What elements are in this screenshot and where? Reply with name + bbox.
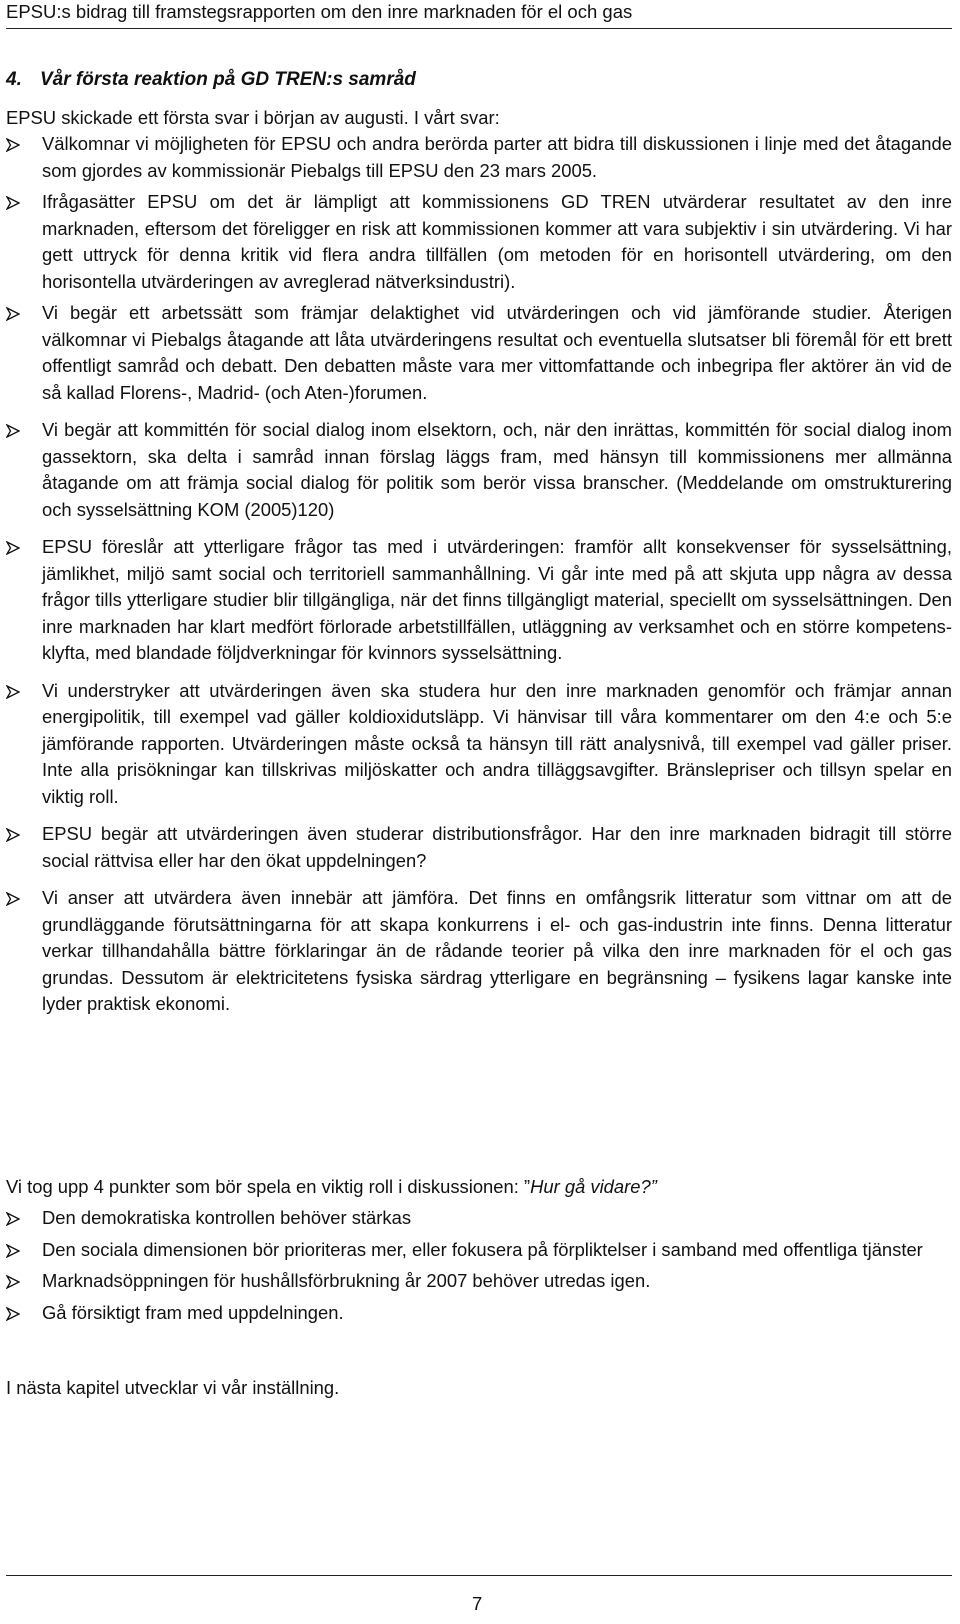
arrowhead-bullet-icon: [6, 138, 20, 152]
list-item: [6, 885, 952, 1018]
list-item: [6, 131, 952, 184]
section-number: 4.: [6, 69, 22, 90]
list-item: [6, 821, 952, 874]
list-item-text: Den sociala dimensionen bör prioriteras mer, eller fokusera på förpliktelser i samband med offentliga tjänster: [42, 1238, 923, 1260]
closing-paragraph: I nästa kapitel utvecklar vi vår inställning.: [6, 1377, 340, 1398]
list-item: [6, 534, 952, 667]
list-item: [6, 1205, 952, 1232]
arrowhead-bullet-icon: [6, 1212, 20, 1226]
arrowhead-bullet-icon: [6, 1307, 20, 1321]
discussion-intro: [6, 1174, 952, 1201]
arrowhead-bullet-icon: [6, 1275, 20, 1289]
arrowhead-bullet-icon: [6, 307, 20, 321]
running-header: EPSU:s bidrag till framstegsrapporten om den inre marknaden för el och gas: [6, 1, 633, 22]
arrowhead-bullet-icon: [6, 1244, 20, 1258]
list-item-text: EPSU föreslår att ytterligare frågor tas med i utvärderingen: framför allt konsekvenser för sysselsättning, jämlikhet, miljö samt social och territoriell sammanhållning. Vi går inte med på att skjuta upp några av dessa frågor tills ytterligare studier blir tillgängliga, när det finns tillgängligt material, speciellt om sysselsättningen. Den inre marknaden har klart medfört förlorade arbetstillfällen, utläggning av verksamhet och en större kompetens-klyfta, med blandade följdverkningar för kvinnors sysselsättning.: [42, 536, 952, 663]
list-item: [6, 300, 952, 406]
list-item-text: Den demokratiska kontrollen behöver stärkas: [42, 1207, 412, 1228]
arrowhead-bullet-icon: [6, 424, 20, 438]
arrowhead-bullet-icon: [6, 541, 20, 555]
list-item-text: Vi begär att kommittén för social dialog inom elsektorn, och, när den inrättas, kommittén för social dialog inom gassektorn, ska delta i samråd innan förslag läggs fram, med hänsyn till kommissionens mer allmänna åtagande om att främja social dialog för politik som berör vissa branscher. (Meddelande om omstrukturering och sysselsättning KOM (2005)120): [42, 419, 952, 520]
list-item-text: Vi anser att utvärdera även innebär att jämföra. Det finns en omfångsrik litteratur som vittnar om att de grundläggande förutsättningarna för att skapa konkurrens i el- och gas-industrin inte finns. Denna litteratur verkar tillhandahålla bättre förklaringar än de rådande teorier på vilka den inre marknaden för el och gas grundas. Dessutom är elektricitetens fysiska särdrag ytterligare en begränsning – fysikens lagar kanske inte lyder praktisk ekonomi.: [42, 887, 952, 1014]
arrowhead-bullet-icon: [6, 685, 20, 699]
arrowhead-bullet-icon: [6, 892, 20, 906]
list-item-text: Vi understryker att utvärderingen även ska studera hur den inre marknaden genomför och främjar annan energipolitik, till exempel vad gäller koldioxidutsläpp. Vi hänvisar till våra kommentarer om den 4:e och 5:e jämförande rapporten. Utvärderingen måste också ta hänsyn till rätt analysnivå, till exempel vad gäller priser. Inte alla prisökningar kan tillskrivas miljöskatter och andra tilläggsavgifter. Bränslepriser och tillsyn spelar en viktig roll.: [42, 679, 952, 807]
list-item-text: Marknadsöppningen för hushållsförbrukning år 2007 behöver utredas igen.: [42, 1270, 651, 1291]
list-item-text: EPSU begär att utvärderingen även studerar distributionsfrågor. Har den inre marknaden bidragit till större social rättvisa eller har den ökat uppdelningen?: [42, 823, 952, 871]
list-item: [6, 1300, 952, 1327]
list-item-text: Ifrågasätter EPSU om det är lämpligt att kommissionens GD TREN utvärderar resultatet av den inre marknaden, eftersom det föreligger en risk att kommissionen kommer att vara subjektiv i sin utvärdering. Vi har gett uttryck för denna kritik vid flera andra tillfällen (om metoden för en horisontell utvärdering, om den horisontella utvärderingen av avreglerad nätverksindustri).: [42, 191, 952, 292]
response-bullet-list: [6, 131, 952, 1023]
list-item: [6, 189, 952, 295]
page-number: 7: [472, 1593, 483, 1614]
list-item-text: Välkomnar vi möjligheten för EPSU och andra berörda parter att bidra till diskussionen i linje med det åtagande som gjordes av kommissionär Piebalgs till EPSU den 23 mars 2005.: [42, 133, 952, 181]
list-item: [6, 417, 952, 523]
arrowhead-bullet-icon: [6, 196, 20, 210]
arrowhead-bullet-icon: [6, 828, 20, 842]
discussion-points-list: [6, 1205, 952, 1331]
discussion-intro-emphasis: Hur gå vidare?”: [530, 1176, 657, 1197]
list-item: [6, 678, 952, 811]
list-item: [6, 1237, 952, 1264]
footer-rule: [6, 1575, 952, 1576]
discussion-intro-text: Vi tog upp 4 punkter som bör spela en viktig roll i diskussionen: ”: [6, 1176, 531, 1197]
section-heading: [6, 68, 416, 92]
intro-paragraph: EPSU skickade ett första svar i början av augusti. I vårt svar:: [6, 107, 500, 128]
section-title: Vår första reaktion på GD TREN:s samråd: [40, 69, 416, 90]
header-rule: [6, 28, 952, 29]
list-item-text: Vi begär ett arbetssätt som främjar delaktighet vid utvärderingen och vid jämförande studier. Återigen välkomnar vi Piebalgs åtagande att låta utvärderingens resultat och eventuella slutsatser bli föremål för ett brett offentligt samråd och debatt. Den debatten måste vara mer vittomfattande och inbegripa fler aktörer än vid de så kallad Florens-, Madrid- (och Aten-)forumen.: [42, 302, 952, 403]
list-item-text: Gå försiktigt fram med uppdelningen.: [42, 1301, 344, 1323]
list-item: [6, 1268, 952, 1295]
